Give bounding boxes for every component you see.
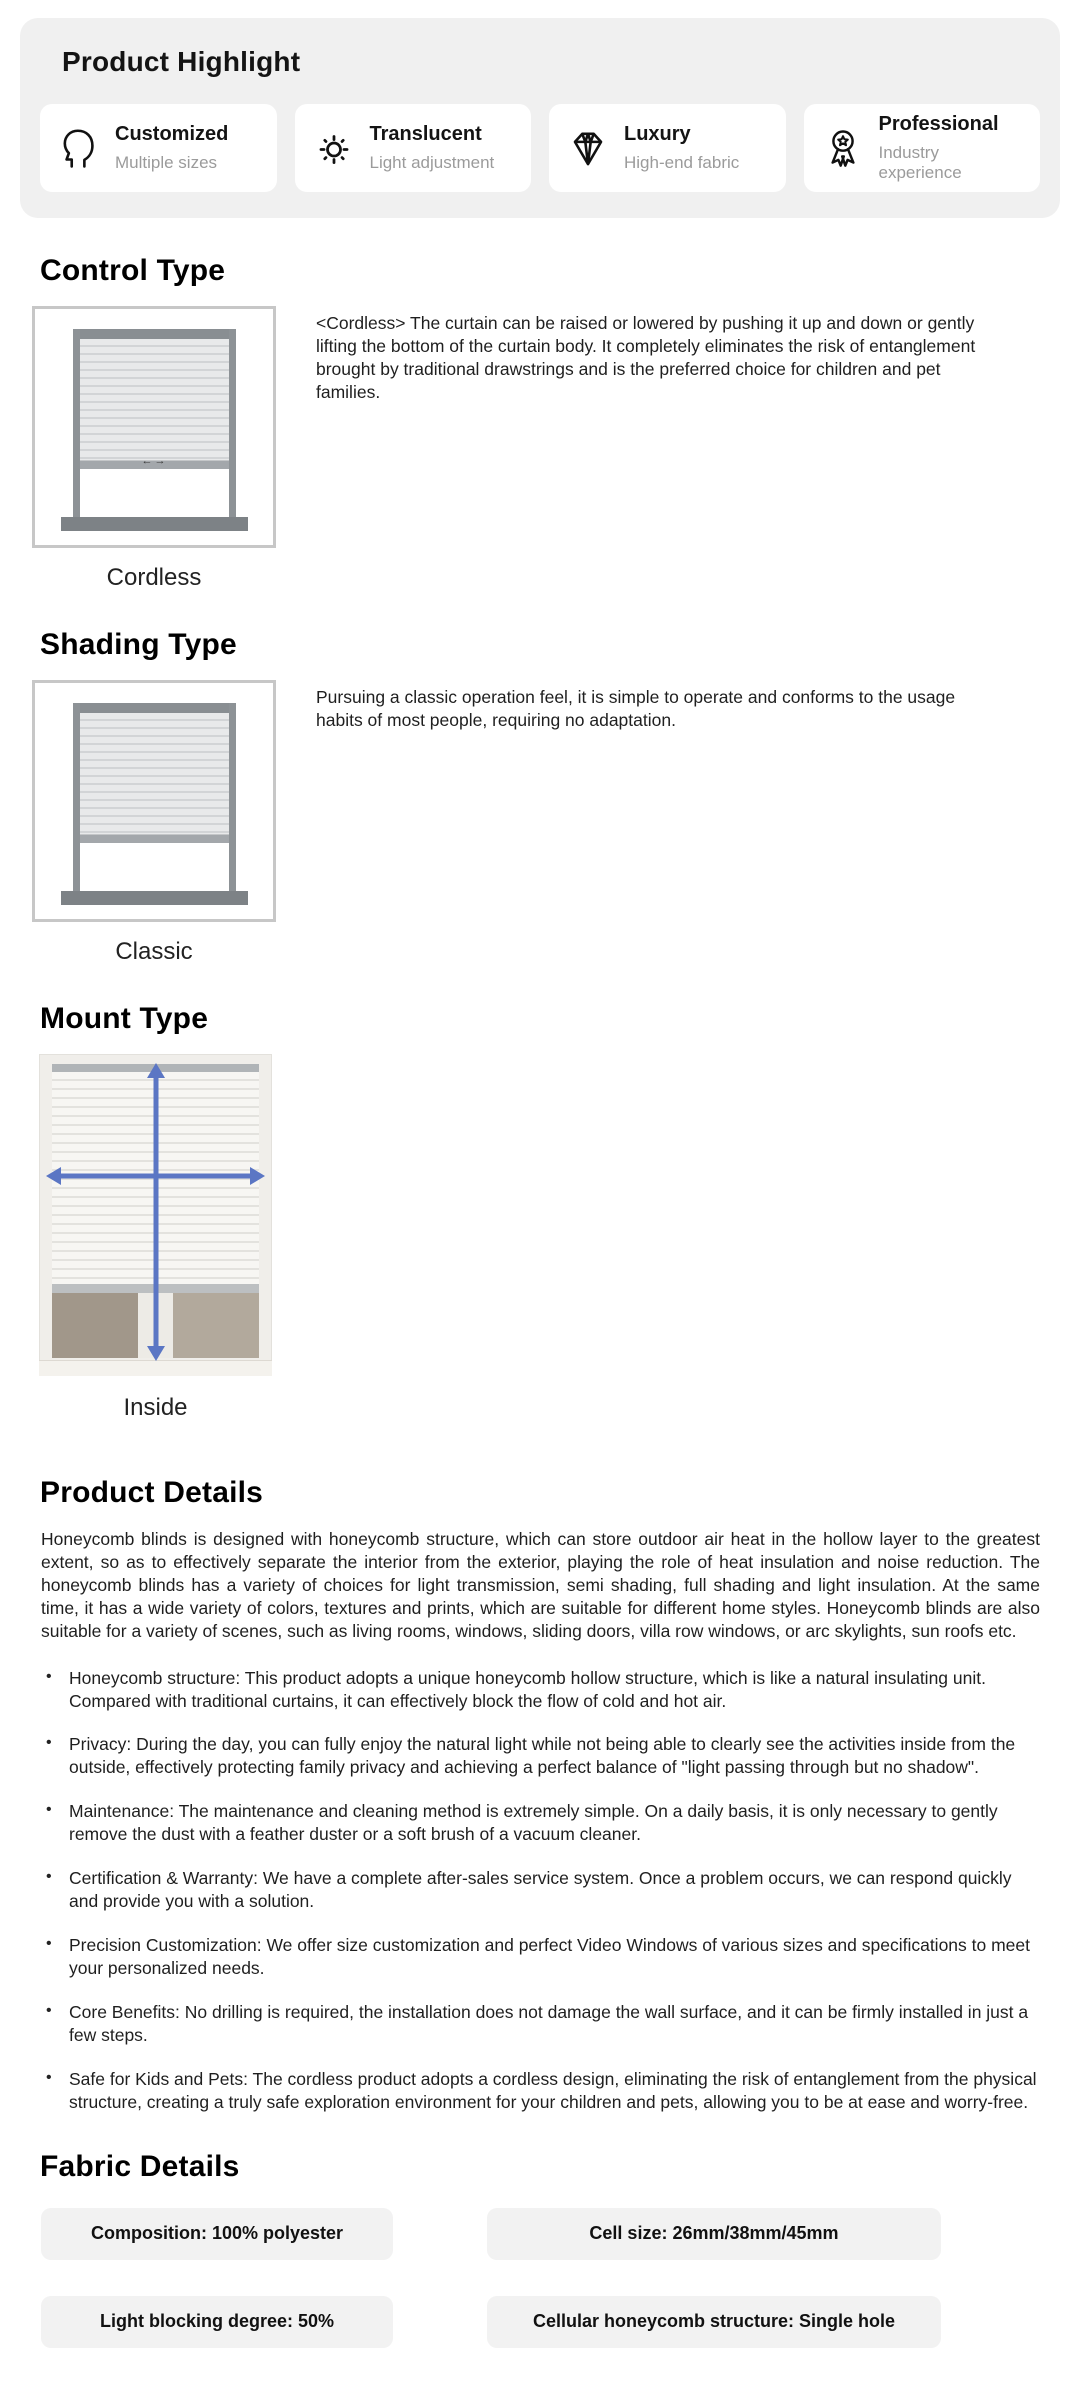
blind-illustration [73,329,236,531]
spec-light-blocking: Light blocking degree: 50% [41,2296,393,2348]
control-type-option-label: Cordless [106,564,202,591]
mount-type-photo [39,1054,272,1376]
shading-type-description: Pursuing a classic operation feel, it is simple to operate and conforms to the usage habits of most people, requiring no adaptation. [316,687,956,731]
mount-type-heading: Mount Type [40,1002,209,1035]
cordless-handle-arrows: ←→ [141,455,168,467]
highlight-cards [40,104,1040,192]
sun-icon [311,125,357,171]
fabric-specs-grid [41,2208,1040,2348]
card-text [115,123,228,173]
highlight-card-translucent [295,104,532,192]
cordless-blind-image [32,306,276,548]
shading-type-row [32,680,1040,966]
card-text [624,123,739,173]
card-title: Translucent [369,123,482,145]
shading-type-figure [32,680,276,966]
control-type-row [32,306,1040,592]
card-text [879,113,1027,183]
diamond-icon [565,125,611,171]
card-subtitle: Multiple sizes [115,153,218,172]
bullet-core-benefits: • Core Benefits: No drilling is required, the installation does not damage the wall surface, and it can be firmly installed in just a few steps. [41,2001,1040,2047]
product-details-heading: Product Details [40,1476,264,1509]
spec-composition: Composition: 100% polyester [41,2208,393,2260]
medal-icon [820,125,866,171]
product-highlight-title: Product Highlight [62,46,301,77]
product-details-intro: Honeycomb blinds is designed with honeycomb structure, which can store outdoor air heat in the hollow layer to the greatest extent, so as to effectively separate the interior from the exterior, playing the role of heat insulation and noise reduction. The honeycomb blinds has a variety of choices for light transmission, semi shading, full shading and light insulation. At the same time, it has a wide variety of colors, textures and prints, which are suitable for different home styles. Honeycomb blinds are also suitable for a variety of scenes, such as living rooms, windows, sliding doors, villa row windows, or arc skylights, sun roofs etc. [41,1529,1040,1641]
bullet-maintenance: • Maintenance: The maintenance and cleaning method is extremely simple. On a daily basis, it is only necessary to gently remove the dust with a feather duster or a soft brush of a vacuum cleaner. [41,1800,1040,1846]
bullet-safe-for-kids-pets: • Safe for Kids and Pets: The cordless product adopts a cordless design, eliminating the risk of entanglement from the physical structure, creating a truly safe exploration environment for your children and pets, allowing you to be at ease and worry-free. [41,2068,1040,2114]
card-text [370,123,495,173]
card-title: Professional [878,113,999,135]
fabric-details-heading: Fabric Details [40,2149,240,2183]
head-profile-icon [56,125,102,171]
card-subtitle: Light adjustment [369,153,495,172]
shading-type-option-label: Classic [115,938,193,965]
product-details-bullets [41,1667,1040,2114]
highlight-card-customized [40,104,277,192]
shading-type-heading: Shading Type [40,628,237,661]
control-type-description: <Cordless> The curtain can be raised or lowered by pushing it up and down or gently lifting the bottom of the curtain body. It completely eliminates the risk of entanglement brought by traditional drawstrings and is the preferred choice for children and pet families. [316,313,976,403]
bullet-certification-warranty: • Certification & Warranty: We have a complete after-sales service system. Once a problem occurs, we can respond quickly and provide you with a solution. [41,1867,1040,1913]
card-subtitle: High-end fabric [624,153,740,172]
control-type-heading: Control Type [40,254,226,287]
highlight-card-luxury [549,104,786,192]
highlight-card-professional [804,104,1041,192]
measurement-arrows-icon [39,1054,272,1376]
blind-illustration [73,703,236,905]
card-subtitle: Industry experience [878,143,962,182]
spec-honeycomb-structure: Cellular honeycomb structure: Single hole [487,2296,941,2348]
product-highlight-section [20,18,1060,218]
classic-blind-image [32,680,276,922]
card-title: Customized [115,123,229,145]
bullet-honeycomb-structure: • Honeycomb structure: This product adopts a unique honeycomb hollow structure, which is like a natural insulating unit. Compared with traditional curtains, it can effectively block the flow of cold and hot air. [41,1667,1040,1713]
mount-type-option-label: Inside [123,1394,188,1421]
spec-cell-size: Cell size: 26mm/38mm/45mm [487,2208,941,2260]
bullet-precision-customization: • Precision Customization: We offer size customization and perfect Video Windows of various sizes and specifications to meet your personalized needs. [41,1934,1040,1980]
card-title: Luxury [624,123,691,145]
bullet-privacy: • Privacy: During the day, you can fully enjoy the natural light while not being able to clearly see the activities inside from the outside, effectively protecting family privacy and achieving a perfect balance of "light passing through but no shadow". [41,1733,1040,1779]
control-type-figure [32,306,276,592]
